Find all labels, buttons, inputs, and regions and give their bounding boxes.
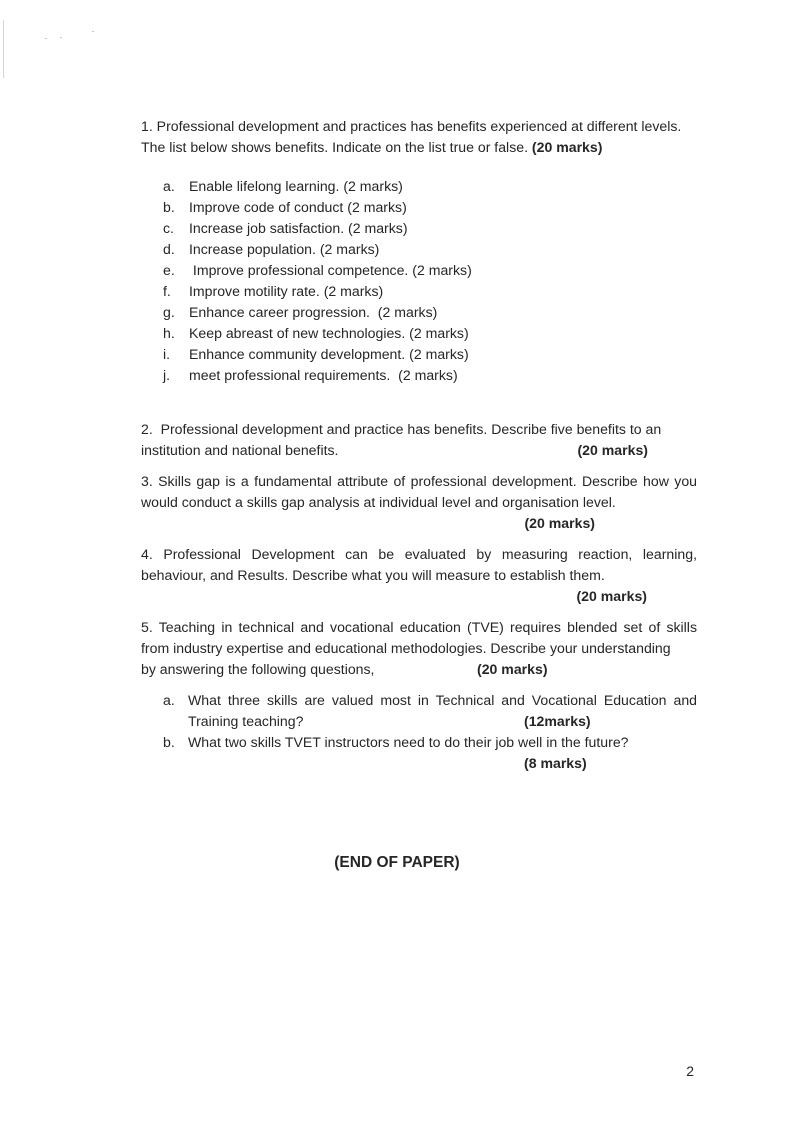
list-item [163, 197, 697, 218]
list-item-letter: c. [163, 220, 174, 236]
subquestion-marks: (12marks) [524, 713, 591, 729]
list-item [163, 176, 697, 197]
list-item-text: meet professional requirements. (2 marks) [189, 367, 458, 383]
question-5-last-line [141, 659, 697, 680]
list-item [163, 281, 697, 302]
question-5-text: 5. Teaching in technical and vocational education (TVE) requires blended set of skills from industry expertise and educational methodologies. Describe your understanding [141, 619, 697, 656]
question-5-marks: (20 marks) [477, 661, 548, 677]
list-item [163, 218, 697, 239]
scan-speck [60, 37, 62, 38]
scan-edge-mark [3, 20, 4, 78]
question-5-text-end: by answering the following questions, [141, 661, 375, 677]
list-item-text: Improve motility rate. (2 marks) [189, 283, 384, 299]
list-item-text: Enable lifelong learning. (2 marks) [189, 178, 403, 194]
question-2 [141, 419, 697, 461]
question-1-marks: (20 marks) [531, 139, 603, 155]
list-item-text: Increase job satisfaction. (2 marks) [189, 220, 408, 236]
list-item [163, 323, 697, 344]
subquestion-text-end: Training teaching? [188, 713, 304, 729]
subquestion-text: What three skills are valued most in Technical and Vocational Education and [188, 692, 697, 708]
subquestion-text: What two skills TVET instructors need to do their job well in the future? [188, 734, 629, 750]
list-item-letter: g. [163, 304, 175, 320]
question-3 [141, 471, 697, 534]
list-item [163, 302, 697, 323]
question-3-text: 3. Skills gap is a fundamental attribute of professional development. Describe how you would conduct a skills gap analysis at individual level and organisation level. [141, 473, 697, 510]
scan-speck [92, 31, 94, 32]
question-2-marks: (20 marks) [577, 442, 648, 458]
list-item-text: Improve code of conduct (2 marks) [189, 199, 407, 215]
subquestion-letter: b. [163, 734, 175, 750]
scan-speck [45, 38, 47, 39]
page-number: 2 [686, 1063, 694, 1079]
question-2-last-line [141, 440, 697, 461]
list-item-letter: f. [163, 283, 171, 299]
question-5 [141, 617, 697, 680]
question-4 [141, 544, 697, 607]
question-1 [141, 116, 697, 158]
list-item-letter: d. [163, 241, 175, 257]
list-item-letter: a. [163, 178, 175, 194]
question-4-text: 4. Professional Development can be evaluated by measuring reaction, learning, behaviour, and Results. Describe what you will measure to establish them. [141, 546, 697, 583]
end-of-paper: (END OF PAPER) [334, 854, 460, 871]
list-item-letter: h. [163, 325, 175, 341]
list-item-letter: e. [163, 262, 175, 278]
list-item [163, 239, 697, 260]
list-item-text: Improve professional competence. (2 marks) [189, 262, 472, 278]
list-item-letter: j. [163, 367, 171, 383]
list-item [163, 365, 697, 386]
subquestion-b [163, 732, 697, 774]
question-2-text: 2. Professional development and practice has benefits. Describe five benefits to an [141, 421, 662, 437]
list-item-text: Increase population. (2 marks) [189, 241, 380, 257]
list-item-text: Enhance community development. (2 marks) [189, 346, 469, 362]
subquestion-marks: (8 marks) [524, 755, 587, 771]
question-3-marks: (20 marks) [524, 515, 595, 531]
question-1-text: 1. Professional development and practices has benefits experienced at different levels. The list below shows benefits. Indicate on the list true or false. [141, 118, 682, 155]
question-5-subquestions [141, 690, 697, 774]
question-4-marks: (20 marks) [576, 588, 647, 604]
list-item-text: Enhance career progression. (2 marks) [189, 304, 438, 320]
questions-content [141, 116, 697, 774]
question-2-text-end: institution and national benefits. [141, 442, 339, 458]
question-1-list [141, 176, 697, 386]
list-item [163, 344, 697, 365]
list-item-letter: b. [163, 199, 175, 215]
list-item-letter: i. [163, 346, 171, 362]
list-item-text: Keep abreast of new technologies. (2 marks) [189, 325, 469, 341]
subquestion-a [163, 690, 697, 732]
subquestion-letter: a. [163, 692, 175, 708]
list-item [163, 260, 697, 281]
